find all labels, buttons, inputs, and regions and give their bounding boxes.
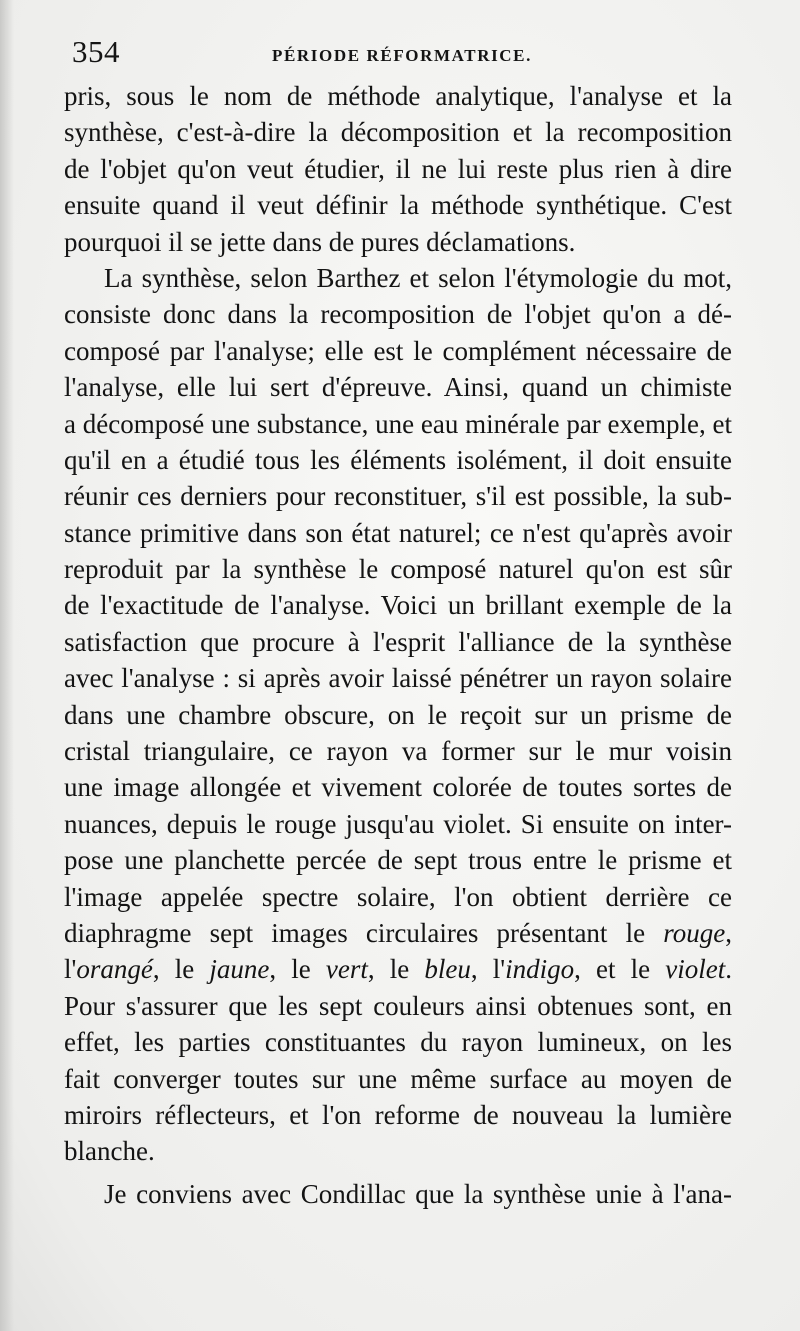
text-line: ensuite quand il veut définir la méthode synthétique. C'est <box>64 190 732 221</box>
text-line: l'image appelée spectre solaire, l'on obtient derrière ce <box>64 881 732 912</box>
color-name-orange: orangé <box>76 954 153 985</box>
page-spine-shadow <box>0 0 14 1331</box>
paragraph-first-line: La synthèse, selon Barthez et selon l'étymologie du mot, <box>104 262 732 293</box>
text-segment: , le <box>269 954 311 985</box>
color-name-bleu: bleu <box>424 954 471 985</box>
text-segment: , l' <box>470 954 506 985</box>
text-line: Pour s'assurer que les sept couleurs ainsi obtenues sont, en <box>64 990 732 1021</box>
text-line: satisfaction que procure à l'esprit l'alliance de la synthèse <box>64 626 732 657</box>
text-line: effet, les parties constituantes du rayon lumineux, on les <box>64 1027 732 1058</box>
text-line: consiste donc dans la recomposition de l'objet qu'on a dé- <box>64 299 732 330</box>
text-line: miroirs réflecteurs, et l'on reforme de nouveau la lumière <box>64 1099 732 1130</box>
paragraph-first-line: Je conviens avec Condillac que la synthèse unie à l'ana- <box>104 1178 732 1209</box>
text-line: blanche. <box>64 1136 155 1167</box>
text-line: pourquoi il se jette dans de pures déclamations. <box>64 226 576 257</box>
text-segment: , et le <box>574 954 651 985</box>
text-line: fait converger toutes sur une même surface au moyen de <box>64 1063 732 1094</box>
color-name-violet: violet <box>665 954 726 985</box>
text-line: l'analyse, elle lui sert d'épreuve. Ainsi, quand un chimiste <box>64 372 732 403</box>
text-line: avec l'analyse : si après avoir laissé pénétrer un rayon solaire <box>64 663 732 694</box>
text-line: réunir ces derniers pour reconstituer, s'il est possible, la sub- <box>64 481 732 512</box>
color-name-rouge: rouge <box>663 917 726 948</box>
text-segment: diaphragme sept images circulaires présentant le <box>64 917 646 948</box>
text-line: qu'il en a étudié tous les éléments isolément, il doit ensuite <box>64 444 732 475</box>
text-line: pose une planchette percée de sept trous entre le prisme et <box>64 845 732 876</box>
color-name-vert: vert <box>325 954 368 985</box>
page-number: 354 <box>72 34 120 69</box>
text-line: synthèse, c'est-à-dire la décomposition et la recomposition <box>64 117 732 148</box>
text-line: de l'exactitude de l'analyse. Voici un brillant exemple de la <box>64 590 732 621</box>
text-line-with-italic <box>64 951 732 987</box>
text-line: dans une chambre obscure, on le reçoit sur un prisme de <box>64 699 732 730</box>
text-segment: , le <box>367 954 410 985</box>
color-name-indigo: indigo <box>505 954 575 985</box>
text-line: nuances, depuis le rouge jusqu'au violet. Si ensuite on inter- <box>64 808 732 839</box>
text-segment: . <box>725 954 733 985</box>
text-line: pris, sous le nom de méthode analytique, l'analyse et la <box>64 81 732 111</box>
text-segment: l' <box>64 954 77 985</box>
text-line: a décomposé une substance, une eau minérale par exemple, et <box>64 408 732 439</box>
page-header <box>72 34 742 80</box>
text-line-with-italic <box>64 915 732 951</box>
text-line: composé par l'analyse; elle est le complément nécessaire de <box>64 335 732 366</box>
text-line: de l'objet qu'on veut étudier, il ne lui reste plus rien à dire <box>64 153 732 184</box>
text-segment: , <box>725 917 733 948</box>
body-text <box>64 78 732 1212</box>
text-line: stance primitive dans son état naturel; ce n'est qu'après avoir <box>64 517 732 548</box>
color-name-jaune: jaune <box>209 954 270 985</box>
text-line: une image allongée et vivement colorée de toutes sortes de <box>64 772 732 803</box>
running-head: PÉRIODE RÉFORMATRICE. <box>272 46 532 65</box>
text-segment: , le <box>152 954 195 985</box>
text-line: reproduit par la synthèse le composé naturel qu'on est sûr <box>64 554 732 585</box>
text-line: cristal triangulaire, ce rayon va former sur le mur voisin <box>64 736 732 767</box>
